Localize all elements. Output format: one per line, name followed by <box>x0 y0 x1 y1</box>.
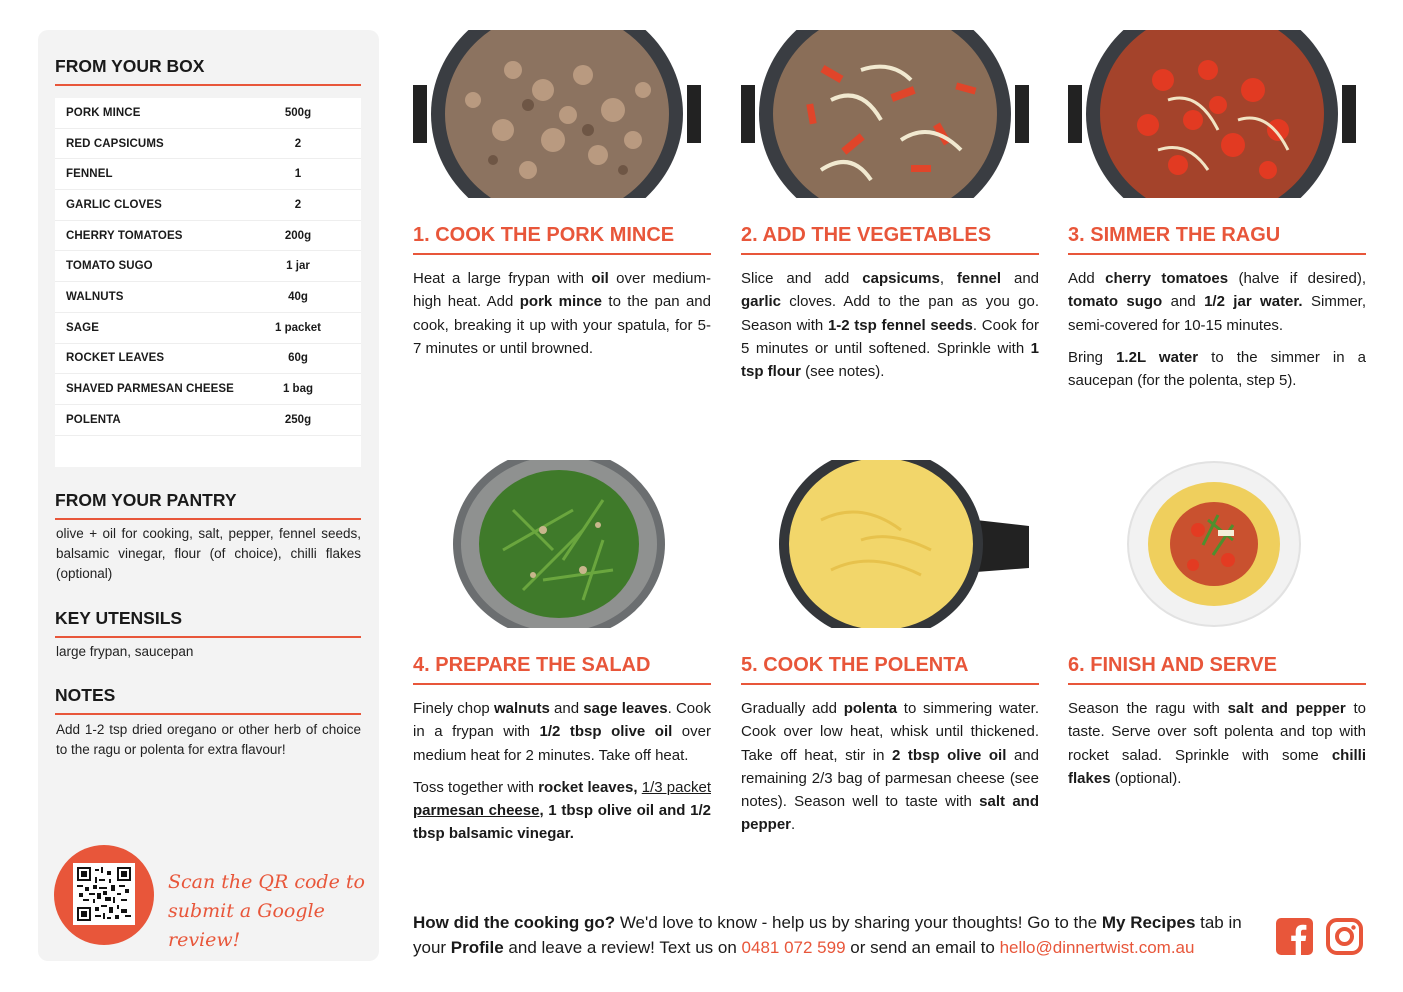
ingredient-qty: 500g <box>284 106 312 119</box>
table-row <box>55 190 361 221</box>
ingredient-name: PORK MINCE <box>66 106 141 119</box>
step-4-photo <box>413 460 711 628</box>
box-title: FROM YOUR BOX <box>55 56 361 86</box>
table-row <box>55 344 361 375</box>
utensils-text: large frypan, saucepan <box>56 644 194 659</box>
step-3-title: 3. SIMMER THE RAGU <box>1068 224 1366 255</box>
step-5-body: Gradually add polenta to simmering water. Cook over low heat, whisk until thickened. Take off heat, stir in 2 tbsp olive oil and remaining 2/3 bag of parmesan cheese (see notes). Season well to taste with salt and pepper. <box>741 700 1040 834</box>
step-1-photo <box>413 30 711 198</box>
ingredient-qty: 2 <box>294 137 302 150</box>
ingredient-name: SHAVED PARMESAN CHEESE <box>66 383 234 396</box>
step-4-title: 4. PREPARE THE SALAD <box>413 654 711 685</box>
ingredient-qty: 1 packet <box>274 321 322 334</box>
table-row <box>55 129 361 160</box>
pantry-title: FROM YOUR PANTRY <box>55 490 361 520</box>
step-5-title: 5. COOK THE POLENTA <box>741 654 1039 685</box>
step-4-body: Finely chop walnuts and sage leaves. Cook in a frypan with 1/2 tbsp olive oil over medium heat for 2 minutes. Take off heat. Toss together with rocket leaves, 1/3 packet parmesan cheese, 1 tbsp olive oil and 1/2 tbsp balsamic vinegar. <box>413 700 711 843</box>
step-6-photo <box>1068 460 1366 628</box>
table-row <box>55 159 361 190</box>
step-6-body: Season the ragu with salt and pepper to taste. Serve over soft polenta and top with rocket salad. Sprinkle with some chilli flakes (optional). <box>1068 700 1367 787</box>
ingredient-qty: 40g <box>288 290 308 303</box>
step-5-photo <box>741 460 1039 628</box>
table-row <box>55 251 361 282</box>
step-3-body: Add cherry tomatoes (halve if desired), tomato sugo and 1/2 jar water. Simmer, semi-covered for 10-15 minutes. Bring 1.2L water to the simmer in a saucepan (for the polenta, step 5). <box>1068 270 1367 390</box>
my-recipes-link[interactable]: My Recipes <box>1101 913 1196 932</box>
qr-code-icon[interactable] <box>73 863 135 925</box>
ingredient-name: WALNUTS <box>66 290 124 303</box>
table-row <box>55 282 361 313</box>
qr-caption-line2: submit a Google review! <box>168 900 325 951</box>
ingredients-sidebar <box>38 30 379 961</box>
ingredient-name: SAGE <box>66 321 99 334</box>
ingredient-name: CHERRY TOMATOES <box>66 229 183 242</box>
ingredient-qty: 1 jar <box>286 260 310 273</box>
ingredient-name: RED CAPSICUMS <box>66 137 164 150</box>
step-2-body: Slice and add capsicums, fennel and garlic cloves. Add to the pan as you go. Season with 1-2 tsp fennel seeds. Cook for 5 minutes or until softened. Sprinkle with 1 tsp flour (see notes). <box>741 270 1040 381</box>
ingredients-table <box>55 98 361 467</box>
step-2-photo <box>741 30 1039 198</box>
ingredient-qty: 1 bag <box>282 383 314 396</box>
ingredient-qty: 2 <box>294 198 302 211</box>
phone-number[interactable]: 0481 072 599 <box>741 938 846 957</box>
ingredient-name: ROCKET LEAVES <box>66 352 165 365</box>
ingredient-name: TOMATO SUGO <box>66 260 153 273</box>
footer-heading: How did the cooking go? <box>413 913 616 932</box>
ingredient-qty: 250g <box>284 413 312 426</box>
step-6-title: 6. FINISH AND SERVE <box>1068 654 1366 685</box>
profile-link[interactable]: Profile <box>450 938 504 957</box>
step-2-title: 2. ADD THE VEGETABLES <box>741 224 1039 255</box>
instagram-icon[interactable] <box>1326 918 1363 955</box>
step-1-title: 1. COOK THE PORK MINCE <box>413 224 711 255</box>
ingredient-qty: 60g <box>288 352 308 365</box>
notes-text: Add 1-2 tsp dried oregano or other herb of choice to the ragu or polenta for extra flavour! <box>56 722 361 757</box>
table-row <box>55 313 361 344</box>
step-1-body: Heat a large frypan with oil over medium-high heat. Add pork mince to the pan and cook, breaking it up with your spatula, for 5-7 minutes or until browned. <box>413 270 712 357</box>
table-row <box>55 98 361 129</box>
facebook-icon[interactable] <box>1276 918 1313 955</box>
qr-caption <box>168 868 379 955</box>
qr-caption-line1: Scan the QR code to <box>168 871 365 893</box>
table-row <box>55 374 361 405</box>
table-row <box>55 405 361 436</box>
email-link[interactable]: hello@dinnertwist.com.au <box>999 938 1195 957</box>
feedback-footer: How did the cooking go? We'd love to know - help us by sharing your thoughts! Go to the My Recipes tab in your Profile and leave a review! Text us on 0481 072 599 or send an email to hello@dinnertwist.com.au <box>413 913 1242 957</box>
ingredient-qty: 1 <box>294 168 302 181</box>
pantry-text: olive + oil for cooking, salt, pepper, fennel seeds, balsamic vinegar, flour (of choice), chilli flakes (optional) <box>56 526 361 581</box>
notes-title: NOTES <box>55 685 361 715</box>
ingredient-name: FENNEL <box>66 168 113 181</box>
table-row <box>55 221 361 252</box>
qr-badge[interactable] <box>54 845 154 945</box>
ingredient-qty: 200g <box>284 229 312 242</box>
step-3-photo <box>1068 30 1366 198</box>
ingredient-name: POLENTA <box>66 413 121 426</box>
utensils-title: KEY UTENSILS <box>55 608 361 638</box>
ingredient-name: GARLIC CLOVES <box>66 198 162 211</box>
